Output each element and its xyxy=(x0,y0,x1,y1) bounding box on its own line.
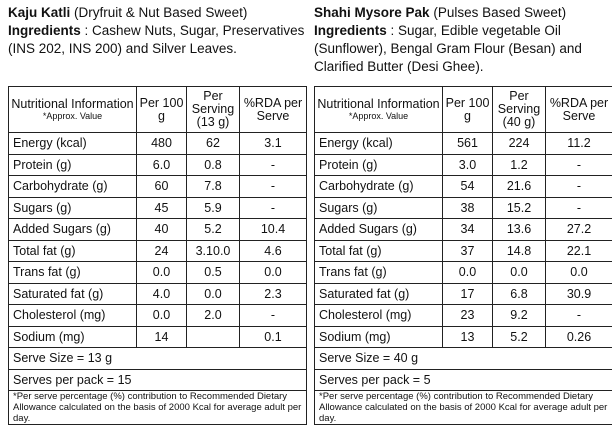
nutrient-label: Sugars (g) xyxy=(9,197,137,219)
value-per-100g: 561 xyxy=(443,133,493,155)
nutrient-label: Carbohydrate (g) xyxy=(315,176,443,198)
product-type: (Dryfruit & Nut Based Sweet) xyxy=(74,5,248,20)
value-per-100g: 0.0 xyxy=(443,262,493,284)
value-rda: 11.2 xyxy=(546,133,612,155)
header-per-serving: Per Serving (40 g) xyxy=(493,87,546,133)
value-per-serving: 7.8 xyxy=(187,176,240,198)
value-per-serving: 3.10.0 xyxy=(187,240,240,262)
value-per-serving: 224 xyxy=(493,133,546,155)
value-per-100g: 0.0 xyxy=(137,262,187,284)
nutrition-row xyxy=(9,240,307,262)
value-per-serving: 5.2 xyxy=(187,219,240,241)
nutrition-row xyxy=(9,326,307,348)
value-rda: - xyxy=(240,197,307,219)
nutrition-table xyxy=(8,86,307,425)
value-rda: 0.26 xyxy=(546,326,612,348)
value-per-serving: 0.0 xyxy=(493,262,546,284)
header-per-100g: Per 100 g xyxy=(443,87,493,133)
value-per-100g: 38 xyxy=(443,197,493,219)
nutrient-label: Cholesterol (mg) xyxy=(315,305,443,327)
nutrition-row xyxy=(9,305,307,327)
nutrient-label: Sugars (g) xyxy=(315,197,443,219)
nutrient-label: Sodium (mg) xyxy=(9,326,137,348)
rda-footnote: *Per serve percentage (%) contribution to Recommended Dietary Allowance calculated on the basis of 2000 Kcal for average adult per day. xyxy=(315,391,612,425)
nutrient-label: Sodium (mg) xyxy=(315,326,443,348)
value-per-100g: 13 xyxy=(443,326,493,348)
value-rda: 0.0 xyxy=(240,262,307,284)
value-per-serving: 5.9 xyxy=(187,197,240,219)
value-per-serving: 13.6 xyxy=(493,219,546,241)
nutrition-row xyxy=(315,305,612,327)
value-per-100g: 17 xyxy=(443,283,493,305)
nutrition-header-row xyxy=(315,87,612,133)
value-per-serving: 5.2 xyxy=(493,326,546,348)
nutrition-row xyxy=(9,176,307,198)
nutrient-label: Saturated fat (g) xyxy=(9,283,137,305)
ingredients-label: Ingredients xyxy=(314,23,387,38)
value-rda: 4.6 xyxy=(240,240,307,262)
product-header xyxy=(314,4,612,86)
value-per-serving: 1.2 xyxy=(493,154,546,176)
value-rda: - xyxy=(240,305,307,327)
nutrient-label: Carbohydrate (g) xyxy=(9,176,137,198)
nutrition-row xyxy=(315,283,612,305)
value-rda: - xyxy=(546,154,612,176)
value-per-100g: 6.0 xyxy=(137,154,187,176)
nutrition-row xyxy=(9,262,307,284)
nutrition-row xyxy=(315,197,612,219)
serves-per-pack: Serves per pack = 15 xyxy=(9,369,307,391)
value-per-100g: 0.0 xyxy=(137,305,187,327)
product-name: Shahi Mysore Pak xyxy=(314,5,430,20)
nutrition-row xyxy=(315,262,612,284)
header-approx-value: *Approx. Value xyxy=(348,110,409,121)
nutrient-label: Protein (g) xyxy=(9,154,137,176)
value-per-serving: 6.8 xyxy=(493,283,546,305)
serves-per-pack: Serves per pack = 5 xyxy=(315,369,612,391)
value-per-100g: 14 xyxy=(137,326,187,348)
value-per-100g: 4.0 xyxy=(137,283,187,305)
nutrient-label: Total fat (g) xyxy=(9,240,137,262)
value-per-serving xyxy=(187,326,240,348)
value-rda: - xyxy=(240,176,307,198)
nutrient-label: Added Sugars (g) xyxy=(315,219,443,241)
product-type: (Pulses Based Sweet) xyxy=(433,5,567,20)
nutrition-header-row xyxy=(9,87,307,133)
value-rda: 27.2 xyxy=(546,219,612,241)
value-per-serving: 2.0 xyxy=(187,305,240,327)
nutrient-label: Cholesterol (mg) xyxy=(9,305,137,327)
value-rda: 0.0 xyxy=(546,262,612,284)
nutrition-row xyxy=(9,154,307,176)
value-rda: 10.4 xyxy=(240,219,307,241)
serve-size: Serve Size = 13 g xyxy=(9,348,307,370)
nutrition-row xyxy=(315,219,612,241)
nutrition-row xyxy=(315,133,612,155)
value-rda: 2.3 xyxy=(240,283,307,305)
value-rda: 0.1 xyxy=(240,326,307,348)
header-approx-value: *Approx. Value xyxy=(42,110,103,121)
nutrient-label: Energy (kcal) xyxy=(315,133,443,155)
value-per-serving: 14.8 xyxy=(493,240,546,262)
value-rda: 30.9 xyxy=(546,283,612,305)
nutrition-row xyxy=(315,326,612,348)
nutrient-label: Energy (kcal) xyxy=(9,133,137,155)
value-per-serving: 0.8 xyxy=(187,154,240,176)
value-rda: 3.1 xyxy=(240,133,307,155)
header-nutritional-information: Nutritional Information *Approx. Value xyxy=(9,87,137,133)
nutrient-label: Saturated fat (g) xyxy=(315,283,443,305)
value-per-serving: 15.2 xyxy=(493,197,546,219)
nutrition-table xyxy=(314,86,612,425)
nutrient-label: Protein (g) xyxy=(315,154,443,176)
value-per-serving: 62 xyxy=(187,133,240,155)
value-per-100g: 54 xyxy=(443,176,493,198)
nutrition-row xyxy=(9,197,307,219)
value-per-100g: 3.0 xyxy=(443,154,493,176)
product-name: Kaju Katli xyxy=(8,5,71,20)
nutrition-row xyxy=(9,133,307,155)
nutrient-label: Total fat (g) xyxy=(315,240,443,262)
nutrition-row xyxy=(9,283,307,305)
rda-footnote: *Per serve percentage (%) contribution to Recommended Dietary Allowance calculated on the basis of 2000 Kcal for average adult per day. xyxy=(9,391,307,425)
value-per-100g: 45 xyxy=(137,197,187,219)
value-per-100g: 24 xyxy=(137,240,187,262)
ingredients-text: : Cashew Nuts, Sugar, Preservatives (INS 202, INS 200) and Silver Leaves. xyxy=(8,23,305,56)
value-per-100g: 34 xyxy=(443,219,493,241)
nutrition-row xyxy=(9,219,307,241)
header-per-100g: Per 100 g xyxy=(137,87,187,133)
product-panel-kaju-katli xyxy=(8,4,306,425)
header-nutritional-information: Nutritional Information *Approx. Value xyxy=(315,87,443,133)
value-rda: - xyxy=(546,176,612,198)
nutrient-label: Added Sugars (g) xyxy=(9,219,137,241)
value-rda: 22.1 xyxy=(546,240,612,262)
header-rda: %RDA per Serve xyxy=(546,87,612,133)
value-per-100g: 40 xyxy=(137,219,187,241)
header-rda: %RDA per Serve xyxy=(240,87,307,133)
value-rda: - xyxy=(240,154,307,176)
serve-size: Serve Size = 40 g xyxy=(315,348,612,370)
product-panel-shahi-mysore-pak xyxy=(314,4,612,425)
ingredients-text: : Sugar, Edible vegetable Oil (Sunflower), Bengal Gram Flour (Besan) and Clarified Butter (Desi Ghee). xyxy=(314,23,582,74)
value-per-100g: 60 xyxy=(137,176,187,198)
value-per-serving: 21.6 xyxy=(493,176,546,198)
nutrition-row xyxy=(315,154,612,176)
value-per-100g: 37 xyxy=(443,240,493,262)
value-rda: - xyxy=(546,305,612,327)
value-per-serving: 9.2 xyxy=(493,305,546,327)
value-per-100g: 480 xyxy=(137,133,187,155)
header-per-serving: Per Serving (13 g) xyxy=(187,87,240,133)
value-per-100g: 23 xyxy=(443,305,493,327)
nutrition-row xyxy=(315,240,612,262)
value-per-serving: 0.5 xyxy=(187,262,240,284)
product-header xyxy=(8,4,306,86)
nutrient-label: Trans fat (g) xyxy=(9,262,137,284)
value-per-serving: 0.0 xyxy=(187,283,240,305)
value-rda: - xyxy=(546,197,612,219)
ingredients-label: Ingredients xyxy=(8,23,81,38)
nutrition-row xyxy=(315,176,612,198)
nutrient-label: Trans fat (g) xyxy=(315,262,443,284)
